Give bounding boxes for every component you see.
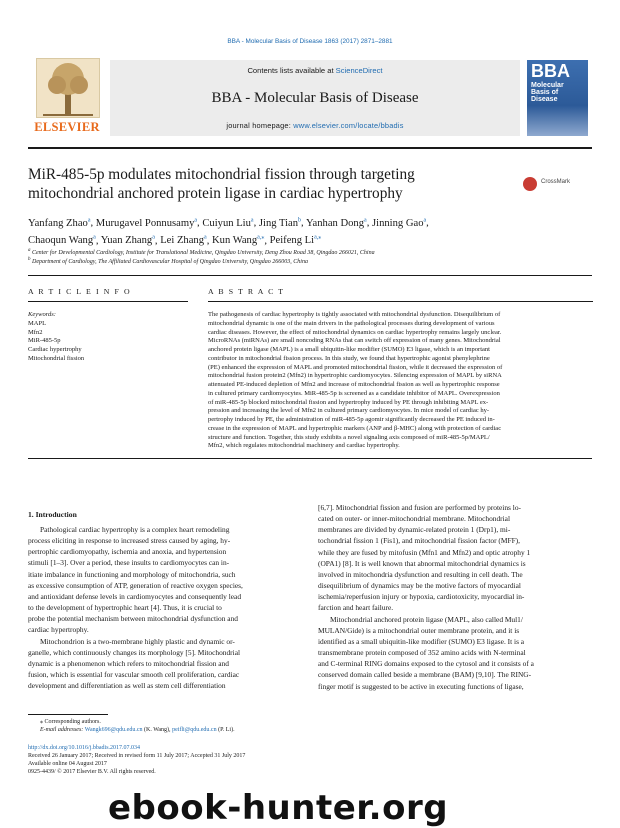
body-line: fusion, which is essential for vascular smooth cell proliferation, cardiac [28, 670, 240, 680]
header-rule [28, 147, 592, 149]
abstract-line: crease in the expression of MAPL and hypertrophic markers (ANP and β-MHC) along with protection of cardiac [208, 424, 502, 432]
journal-homepage [110, 121, 520, 130]
article-title: MiR-485-5p modulates mitochondrial fission through targeting mitochondrial anchored protein ligase in cardiac hypertrophy [28, 166, 415, 202]
cover-title [531, 62, 587, 103]
body-line: to the development of hypertrophic heart [4]. Thus, it is crucial to [28, 603, 222, 613]
crossmark-badge[interactable] [523, 177, 593, 193]
abstract-line: anchored protein ligase (MAPL) is a small ubiquitin-like modifier (SUMO) E3 ligase, which is an important [208, 346, 490, 353]
body-line: process eliciting in response to increased stress caused by aging, hy- [28, 536, 231, 546]
body-line: (OPA1) [8]. It is well known that abnormal mitochondrial dynamics is [318, 558, 526, 568]
elsevier-logo [32, 58, 102, 132]
corresponding-authors: ⁎ Corresponding authors. [40, 719, 101, 725]
body-line: and antioxidant defense levels in cardiomyocytes and consequently lead [28, 591, 242, 601]
author-list: Yanfang Zhao$^a$, Murugavel Ponnusamy$^a$, Cuiyun Liu$^a$, Jing Tian$^b$, Yanhan Dong$^a$, Jinning Gao$^a$, Chaoqun Wang$^a$, Yuan Zhang$^a$, Lei Zhang$^a$, Kun Wang$^{a,⁎}$, Peifeng $Li^{a,⁎}$ [28, 217, 429, 247]
affiliation-mark: b [28, 257, 31, 262]
publisher-name: ELSEVIER [34, 120, 100, 134]
contents-prefix: Contents lists available at [247, 66, 336, 75]
body-line: finger motif is suggested to be active in executing functions of ligase, [318, 681, 524, 691]
body-line: cardiac hypertrophy. [28, 625, 89, 635]
homepage-prefix: journal homepage: [226, 121, 294, 130]
divider [28, 301, 188, 302]
abstract-line: pression and increasing the level of Mfn2 in cultured primary cardiomyocytes. In mice model of cardiac hy- [208, 407, 490, 415]
body-line: identified as a small ubiquitin-like modifier (SUMO) E3 ligase. It is a [318, 636, 525, 646]
author[interactable]: Cuiyun Liu$^a$ [202, 217, 254, 229]
body-line: farction and heart failure. [318, 603, 394, 613]
sciencedirect-link[interactable]: ScienceDirect [335, 66, 383, 75]
email-label: E-mail addresses: [40, 727, 85, 733]
crossmark-icon [523, 177, 537, 191]
body-line: [6,7]. Mitochondrial fission and fusion are performed by proteins lo- [318, 503, 521, 512]
abstract-line: contributor in mitochondrial fission process. In this study, we found that hypertrophic agonist phenylephrine [208, 354, 490, 362]
keywords-label: Keywords: [28, 311, 56, 318]
contents-line [110, 66, 520, 75]
abstract-line: structure and function. Together, this study exhibits a novel signaling axis composed of miR-485-5p/MAPL/ [208, 433, 490, 441]
email-link[interactable]: peifli@qdu.edu.cn [172, 727, 217, 733]
body-line: ganelle, which continuously changes its morphology [5]. Mitochondrial [28, 647, 241, 657]
footnote-rule [28, 714, 108, 715]
body-line: disequilibrium of dynamics may be the motive factors of myocardial [318, 581, 521, 591]
crossmark-label: CrossMark [541, 179, 571, 185]
cover-title-bba: BBA [531, 61, 570, 81]
abstract-line: The pathogenesis of cardiac hypertrophy is tightly associated with mitochondrial dysfunction. Disequilibrium of [208, 311, 501, 318]
section-heading: 1. Introduction [28, 510, 77, 519]
cover-title-subtitle: Molecular Basis of Disease [531, 82, 564, 103]
body-line: membranes are divided by dynamic-related protein 1 (Drp1), mi- [318, 525, 511, 535]
affiliation-mark: a [28, 248, 31, 253]
corresponding-note [40, 718, 235, 734]
author[interactable]: Lei Zhang$^a$ [160, 234, 207, 247]
abstract-line: of miR-485-5p blocked mitochondrial fission and hypertrophy induced by PE through inhibiting MAPL ex- [208, 398, 489, 406]
keyword: MiR-485-5p [28, 337, 61, 345]
journal-reference[interactable]: BBA - Molecular Basis of Disease 1863 (2017) 2871–2881 [227, 38, 393, 45]
body-line: dynamic is a phenomenon which refers to mitochondrial fission and [28, 658, 229, 668]
received-dates: Received 26 January 2017; Received in revised form 11 July 2017; Accepted 31 July 2017 [28, 753, 246, 759]
keyword: Mitochondrial fission [28, 354, 85, 362]
journal-name: BBA - Molecular Basis of Disease [211, 90, 419, 106]
author[interactable]: Peifeng $Li^{a,⁎}$ [269, 234, 322, 247]
keywords-block [28, 311, 188, 364]
abstract-line: cardiac diseases. However, the effect of mitochondrial dynamics on cardiac hypertrophy remains largely unclear. [208, 328, 502, 336]
body-line: MULAN/Gide) is a mitochondrial outer membrane protein, and it is [318, 625, 520, 635]
abstract-line: (PE) enhanced the expression of MAPL and promoted mitochondrial fission, while it decreased the expression of [208, 363, 503, 371]
body-line: conserved domain called beside a membrane (BAM) [9,10]. The RING- [318, 670, 532, 680]
author[interactable]: Yuan Zhang$^a$ [100, 234, 155, 247]
body-line: Pathological cardiac hypertrophy is a complex heart remodeling [40, 525, 230, 534]
abstract-line: Mfn2, which regulates mitochondrial machinery and cardiac hypertrophy. [208, 442, 400, 450]
affiliation-text: Center for Developmental Cardiology, Institute for Translational Medicine, Qingdao University, Deng Zhou Road 38, Qingdao 266021, China [32, 250, 375, 256]
body-line: stimuli [1–3]. Over a period, these insults to cardiomyocytes can in- [28, 558, 230, 568]
keyword: MAPL [28, 319, 47, 327]
body-line: Mitochondrion is a two-membrane highly plastic and dynamic or- [40, 636, 235, 646]
author[interactable]: Jing Tian$^b$ [258, 217, 302, 229]
body-line: probe the potential mechanism between mitochondrial dysfunction and [28, 614, 238, 624]
abstract-line: mitochondrial dynamic is one of the main drivers in the pathological processes during development of various [208, 319, 495, 327]
author[interactable]: Yanfang Zhao$^a$ [28, 217, 91, 229]
body-line: ischemia/reperfusion injury or hypoxia, cardiotoxicity, myocardial in- [318, 592, 525, 602]
abstract-line: pertrophy induced by PE, the administration of miR-485-5p agomir significantly decreased the PE induced in- [208, 416, 495, 423]
online-date: Available online 04 August 2017 [28, 761, 107, 767]
author[interactable]: Kun Wang$^{a,⁎}$ [212, 234, 265, 247]
author[interactable]: Murugavel Ponnusamy$^a$ [95, 217, 198, 229]
body-line: cated on outer- or inner-mitochondrial membrane. Mitochondrial [318, 514, 511, 524]
abstract-text [208, 311, 593, 451]
body-line: transmembrane protein composed of 352 amino acids with N-terminal [318, 648, 526, 658]
body-line: development and differentiation as well as stem cell differentiation [28, 681, 226, 691]
elsevier-tree-icon [36, 58, 100, 118]
divider [28, 275, 592, 276]
body-line: tochondrial fission 1 (Fis1), and mitochondrial fission factor (MFF), [318, 536, 520, 546]
journal-cover [527, 60, 588, 136]
affiliation [28, 248, 375, 256]
abstract-line: mitochondrial fusion protein2 (Mfn2) in hypertrophic cardiomyocytes. Silencing expression of MAPL by siRNA [208, 372, 502, 380]
watermark: ebook-hunter.org [108, 788, 449, 828]
abstract-line: attenuated PE-induced depletion of Mfn2 and increase of mitochondrial fission as well as hypertrophic response [208, 381, 500, 388]
article-history [28, 744, 245, 776]
email-link[interactable]: Wangk696@qdu.edu.cn [84, 727, 143, 733]
divider [28, 458, 592, 459]
author[interactable]: Yanhan Dong$^a$ [305, 217, 367, 229]
abstract-heading: A B S T R A C T [208, 287, 285, 296]
body-line: pertrophic cardiomyopathy, ischemia and anoxia, and hypertension [28, 547, 227, 557]
body-line: Mitochondrial anchored protein ligase (MAPL, also called Mul1/ [330, 614, 523, 624]
body-line: itiate imbalance in functioning and morphology of mitochondria, such [28, 569, 236, 579]
email-line [40, 726, 235, 734]
keyword: Mfn2 [28, 328, 43, 336]
keyword: Cardiac hypertrophy [28, 346, 82, 354]
body-line: involved in mitochondria dysfunction and resulting in cell death. The [318, 569, 523, 579]
affiliation [28, 257, 308, 265]
copyright: 0925-4439/ © 2017 Elsevier B.V. All rights reserved. [28, 769, 156, 775]
author[interactable]: Chaoqun Wang$^a$ [28, 234, 96, 247]
body-line: as excessive consumption of ATP, generation of reactive oxygen species, [28, 580, 243, 590]
body-line: while they are fused by mitofusin (Mfn1 and Mfn2) and optic atrophy 1 [318, 547, 531, 557]
body-column-left [28, 524, 303, 691]
email-owner: (P. Li). [216, 727, 235, 733]
article-info-heading: A R T I C L E I N F O [28, 287, 132, 296]
divider [208, 301, 593, 302]
body-column-right [318, 502, 593, 692]
affiliation-text: Department of Cardiology, The Affiliated Cardiovascular Hospital of Qingdao University, Qingdao 266003, China [32, 259, 308, 265]
abstract-line: MicroRNAs (miRNAs) are small noncoding RNAs that can switch off expression of many genes. Mitochondrial [208, 337, 501, 345]
body-line: and C-terminal RING domains exposed to the cytosol and it consists of a [318, 659, 534, 669]
abstract-line: in cultured primary cardiomyocytes. MiR-485-5p is screened as a candidate inhibitor of MAPL. Overexpression [208, 389, 500, 397]
homepage-link[interactable]: www.elsevier.com/locate/bbadis [293, 121, 404, 130]
doi-link[interactable]: http://dx.doi.org/10.1016/j.bbadis.2017.07.034 [28, 745, 141, 751]
author[interactable]: Jinning Gao$^a$ [372, 217, 427, 229]
email-owner: (K. Wang), [142, 727, 173, 733]
